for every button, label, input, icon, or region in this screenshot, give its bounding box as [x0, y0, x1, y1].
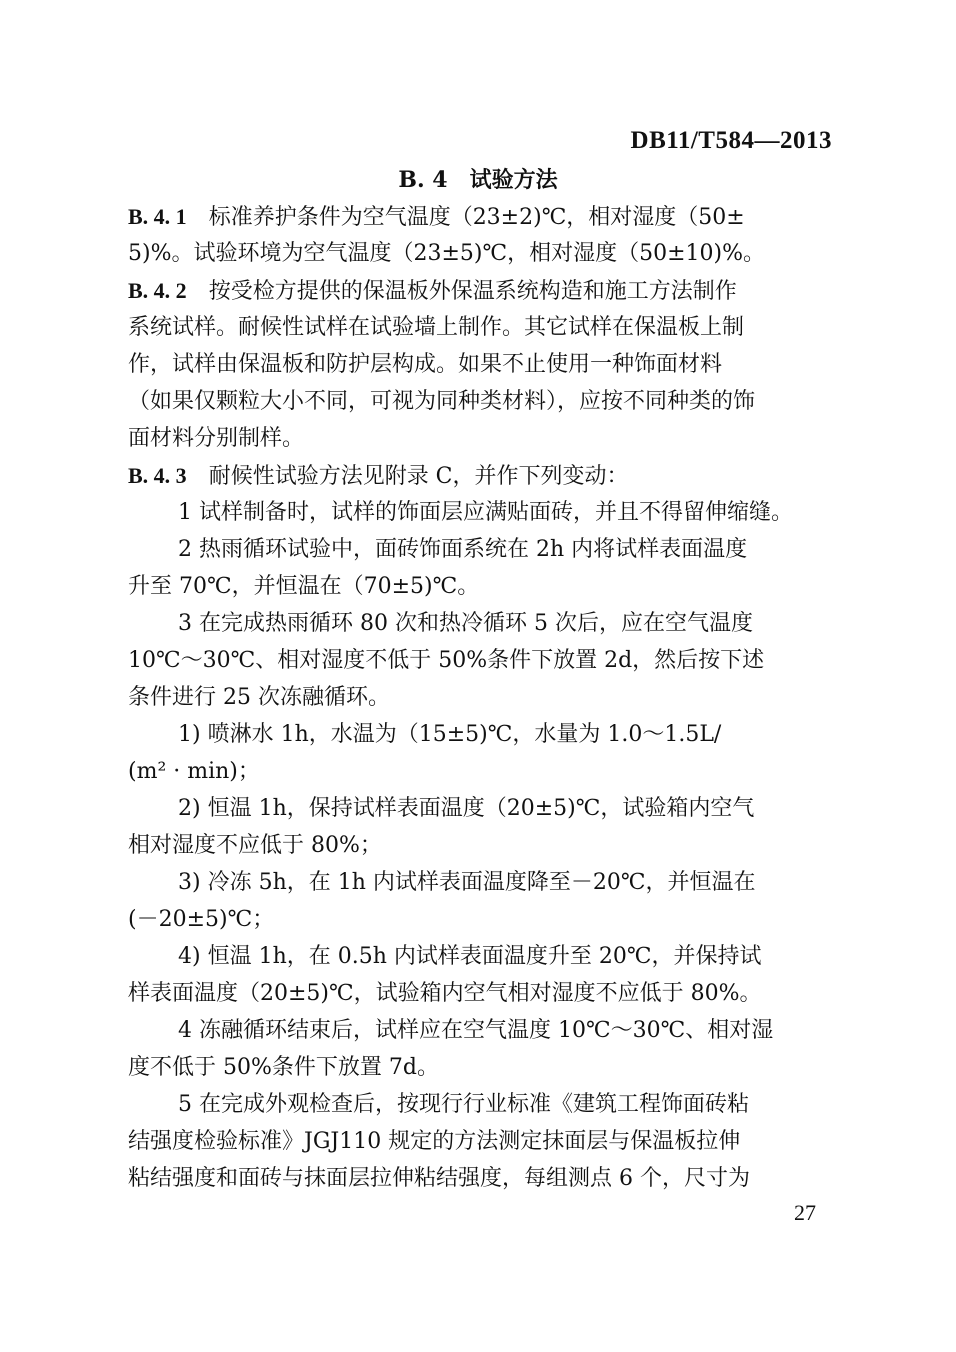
- item-3-line-1: 3 在完成热雨循环 80 次和热冷循环 5 次后，应在空气温度: [178, 611, 753, 636]
- clause-b42-line-4: （如果仅颗粒大小不同，可视为同种类材料），应按不同种类的饰: [128, 389, 756, 414]
- item-3-line-3: 条件进行 25 次冻融循环。: [128, 685, 390, 710]
- clause-b42-line-3: 作，试样由保温板和防护层构成。如果不止使用一种饰面材料: [128, 352, 723, 377]
- sub-item-1-line-2: (m² · min)；: [128, 759, 260, 784]
- clause-label: B. 4. 3: [128, 463, 187, 488]
- item-5-line-3: 粘结强度和面砖与抹面层拉伸粘结强度，每组测点 6 个，尺寸为: [128, 1166, 750, 1191]
- clause-label: B. 4. 2: [128, 278, 187, 303]
- item-2-line-1: 2 热雨循环试验中，面砖饰面系统在 2h 内将试样表面温度: [178, 537, 748, 562]
- standard-number: DB11/T584—2013: [630, 127, 832, 154]
- item-4-line-1: 4 冻融循环结束后，试样应在空气温度 10℃～30℃、相对湿: [178, 1018, 774, 1043]
- sub-item-3-line-2: (－20±5)℃；: [128, 907, 275, 932]
- item-4-line-2: 度不低于 50%条件下放置 7d。: [128, 1055, 439, 1080]
- sub-item-2-line-2: 相对湿度不应低于 80%；: [128, 833, 382, 858]
- clause-label: B. 4. 1: [128, 204, 187, 229]
- clause-b43-line-1: [128, 457, 831, 494]
- item-3-line-2: 10℃～30℃、相对湿度不低于 50%条件下放置 2d，然后按下述: [128, 648, 765, 673]
- clause-text: 按受检方提供的保温板外保温系统构造和施工方法制作: [208, 279, 737, 304]
- body-text: [128, 198, 831, 1197]
- section-title-text: 试验方法: [469, 167, 558, 193]
- clause-b42-line-2: 系统试样。耐候性试样在试验墙上制作。其它试样在保温板上制: [128, 315, 745, 340]
- clause-text: 标准养护条件为空气温度（23±2)℃，相对湿度（50±: [208, 205, 745, 230]
- clause-b41-line-1: [128, 198, 831, 235]
- item-1: 1 试样制备时，试样的饰面层应满贴面砖，并且不得留伸缩缝。: [178, 500, 793, 525]
- section-heading: [0, 163, 956, 194]
- sub-item-3-line-1: 3) 冷冻 5h，在 1h 内试样表面温度降至－20℃，并恒温在: [178, 870, 756, 895]
- sub-item-2-line-1: 2) 恒温 1h，保持试样表面温度（20±5)℃，试验箱内空气: [178, 796, 755, 821]
- item-5-line-2: 结强度检验标准》JGJ110 规定的方法测定抹面层与保温板拉伸: [128, 1129, 741, 1154]
- sub-item-4-line-1: 4) 恒温 1h，在 0.5h 内试样表面温度升至 20℃，并保持试: [178, 944, 762, 969]
- sub-item-4-line-2: 样表面温度（20±5)℃，试验箱内空气相对湿度不应低于 80%。: [128, 981, 762, 1006]
- sub-item-1-line-1: 1) 喷淋水 1h，水温为（15±5)℃，水量为 1.0～1.5L/: [178, 722, 722, 747]
- clause-b42-line-1: [128, 272, 831, 309]
- item-5-line-1: 5 在完成外观检查后，按现行行业标准《建筑工程饰面砖粘: [178, 1092, 749, 1117]
- clause-b42-line-5: 面材料分别制样。: [128, 426, 305, 451]
- section-number: B. 4: [398, 167, 448, 193]
- clause-b41-line-2: 5)%。试验环境为空气温度（23±5)℃，相对湿度（50±10)%。: [128, 241, 766, 266]
- clause-text: 耐候性试验方法见附录 C，并作下列变动：: [208, 464, 629, 489]
- item-2-line-2: 升至 70℃，并恒温在（70±5)℃。: [128, 574, 480, 599]
- page-number: 27: [794, 1200, 816, 1225]
